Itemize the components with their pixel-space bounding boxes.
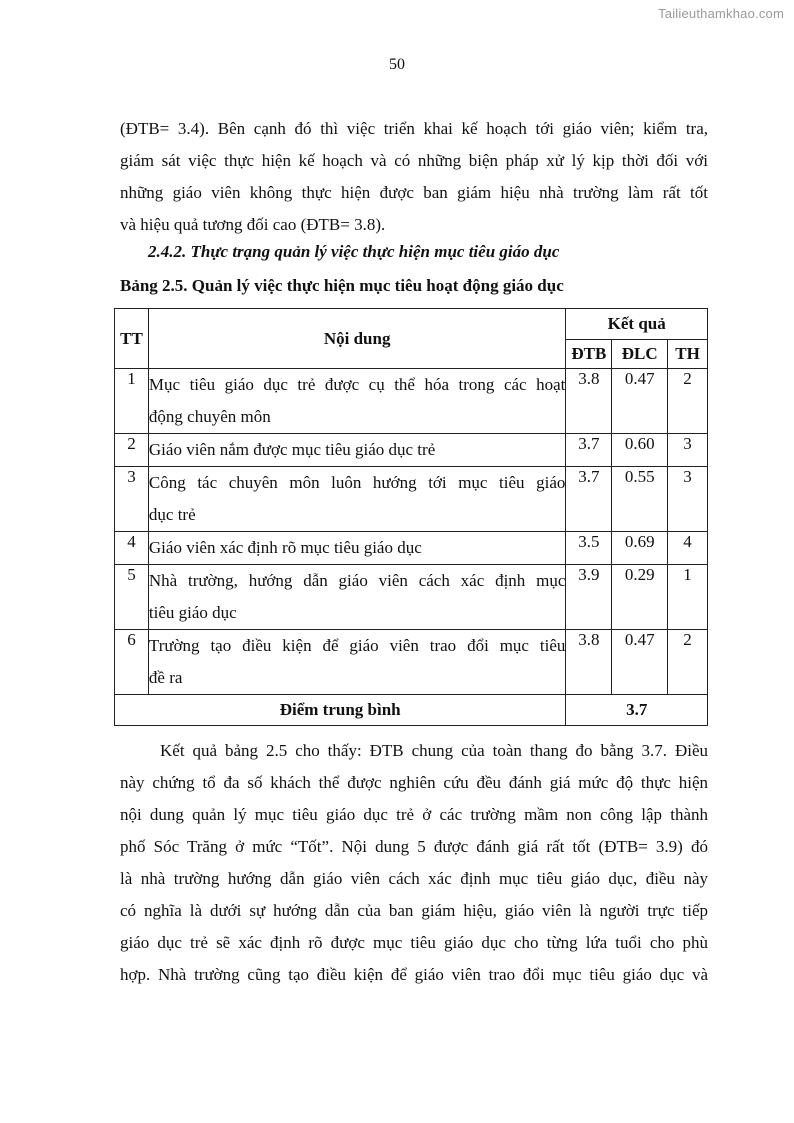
cell-noi-dung (148, 467, 565, 532)
cell-line: dục trẻ (148, 505, 196, 524)
cell-th: 4 (668, 532, 708, 565)
cell-th: 3 (668, 434, 708, 467)
cell-tt: 1 (115, 369, 149, 434)
cell-th: 2 (668, 630, 708, 695)
table-row (115, 434, 708, 467)
intro-paragraph (120, 113, 708, 241)
cell-line: Mục tiêu giáo dục trẻ được cụ thể hóa trong các hoạt (148, 375, 566, 394)
header-ket-qua: Kết quả (566, 309, 708, 340)
results-table (114, 308, 708, 726)
intro-line: (ĐTB= 3.4). Bên cạnh đó thì việc triển khai kế hoạch tới giáo viên; kiểm tra, (120, 119, 708, 138)
cell-noi-dung (148, 532, 565, 565)
table-average-row (115, 695, 708, 726)
conclusion-line: có nghĩa là dưới sự hướng dẫn của ban giám hiệu, giáo viên là người trực tiếp (120, 901, 708, 920)
average-value: 3.7 (566, 695, 708, 726)
cell-line: Giáo viên nắm được mục tiêu giáo dục trẻ (148, 440, 436, 459)
cell-dtb: 3.8 (566, 630, 612, 695)
cell-dlc: 0.60 (612, 434, 668, 467)
header-th: TH (668, 340, 708, 369)
conclusion-line: Kết quả bảng 2.5 cho thấy: ĐTB chung của toàn thang đo bằng 3.7. Điều (160, 741, 708, 760)
intro-line: giám sát việc thực hiện kế hoạch và có những biện pháp xử lý kịp thời đối với (120, 151, 708, 170)
conclusion-line: giáo dục trẻ sẽ xác định rõ được mục tiêu giáo dục cho từng lứa tuổi cho phù (120, 933, 708, 952)
cell-tt: 5 (115, 565, 149, 630)
table-row (115, 532, 708, 565)
header-dtb: ĐTB (566, 340, 612, 369)
cell-dlc: 0.69 (612, 532, 668, 565)
table-row (115, 565, 708, 630)
cell-dlc: 0.47 (612, 630, 668, 695)
cell-tt: 3 (115, 467, 149, 532)
table-header-row (115, 309, 708, 340)
cell-line: Công tác chuyên môn luôn hướng tới mục tiêu giáo (148, 473, 566, 492)
conclusion-line: này chứng tổ đa số khách thể được nghiên cứu đều đánh giá mức độ thực hiện (120, 773, 708, 792)
header-dlc: ĐLC (612, 340, 668, 369)
intro-line: và hiệu quả tương đối cao (ĐTB= 3.8). (120, 215, 386, 234)
table-row (115, 630, 708, 695)
table-caption: Bảng 2.5. Quản lý việc thực hiện mục tiêu hoạt động giáo dục (120, 276, 564, 295)
header-noi-dung: Nội dung (148, 309, 565, 369)
cell-dlc: 0.55 (612, 467, 668, 532)
cell-th: 2 (668, 369, 708, 434)
cell-dlc: 0.29 (612, 565, 668, 630)
average-label: Điểm trung bình (115, 695, 566, 726)
cell-line: Trường tạo điều kiện để giáo viên trao đổi mục tiêu (148, 636, 566, 655)
conclusion-line: hợp. Nhà trường cũng tạo điều kiện để giáo viên trao đổi mục tiêu giáo dục và (120, 965, 708, 984)
conclusion-line: là nhà trường hướng dẫn giáo viên cách xác định mục tiêu giáo dục, điều này (120, 869, 708, 888)
header-tt: TT (115, 309, 149, 369)
cell-tt: 2 (115, 434, 149, 467)
cell-th: 1 (668, 565, 708, 630)
cell-tt: 6 (115, 630, 149, 695)
watermark: Tailieuthamkhao.com (658, 6, 784, 21)
conclusion-line: phố Sóc Trăng ở mức “Tốt”. Nội dung 5 được đánh giá rất tốt (ĐTB= 3.9) đó (120, 837, 708, 856)
cell-line: động chuyên môn (148, 407, 271, 426)
cell-dtb: 3.7 (566, 467, 612, 532)
section-heading: 2.4.2. Thực trạng quản lý việc thực hiện mục tiêu giáo dục (148, 242, 560, 261)
cell-line: Giáo viên xác định rõ mục tiêu giáo dục (148, 538, 422, 557)
cell-dtb: 3.9 (566, 565, 612, 630)
cell-noi-dung (148, 369, 565, 434)
table-row (115, 467, 708, 532)
cell-dtb: 3.5 (566, 532, 612, 565)
cell-dlc: 0.47 (612, 369, 668, 434)
cell-th: 3 (668, 467, 708, 532)
conclusion-paragraph (120, 735, 708, 991)
cell-line: Nhà trường, hướng dẫn giáo viên cách xác định mục (148, 571, 566, 590)
table-row (115, 369, 708, 434)
cell-noi-dung (148, 565, 565, 630)
cell-noi-dung (148, 434, 565, 467)
cell-line: tiêu giáo dục (148, 603, 237, 622)
cell-dtb: 3.7 (566, 434, 612, 467)
cell-dtb: 3.8 (566, 369, 612, 434)
cell-noi-dung (148, 630, 565, 695)
cell-tt: 4 (115, 532, 149, 565)
conclusion-line: nội dung quản lý mục tiêu giáo dục trẻ ở các trường mầm non công lập thành (120, 805, 708, 824)
intro-line: những giáo viên không thực hiện được ban giám hiệu nhà trường làm rất tốt (120, 183, 708, 202)
page-number: 50 (389, 56, 405, 73)
cell-line: đề ra (148, 668, 183, 687)
